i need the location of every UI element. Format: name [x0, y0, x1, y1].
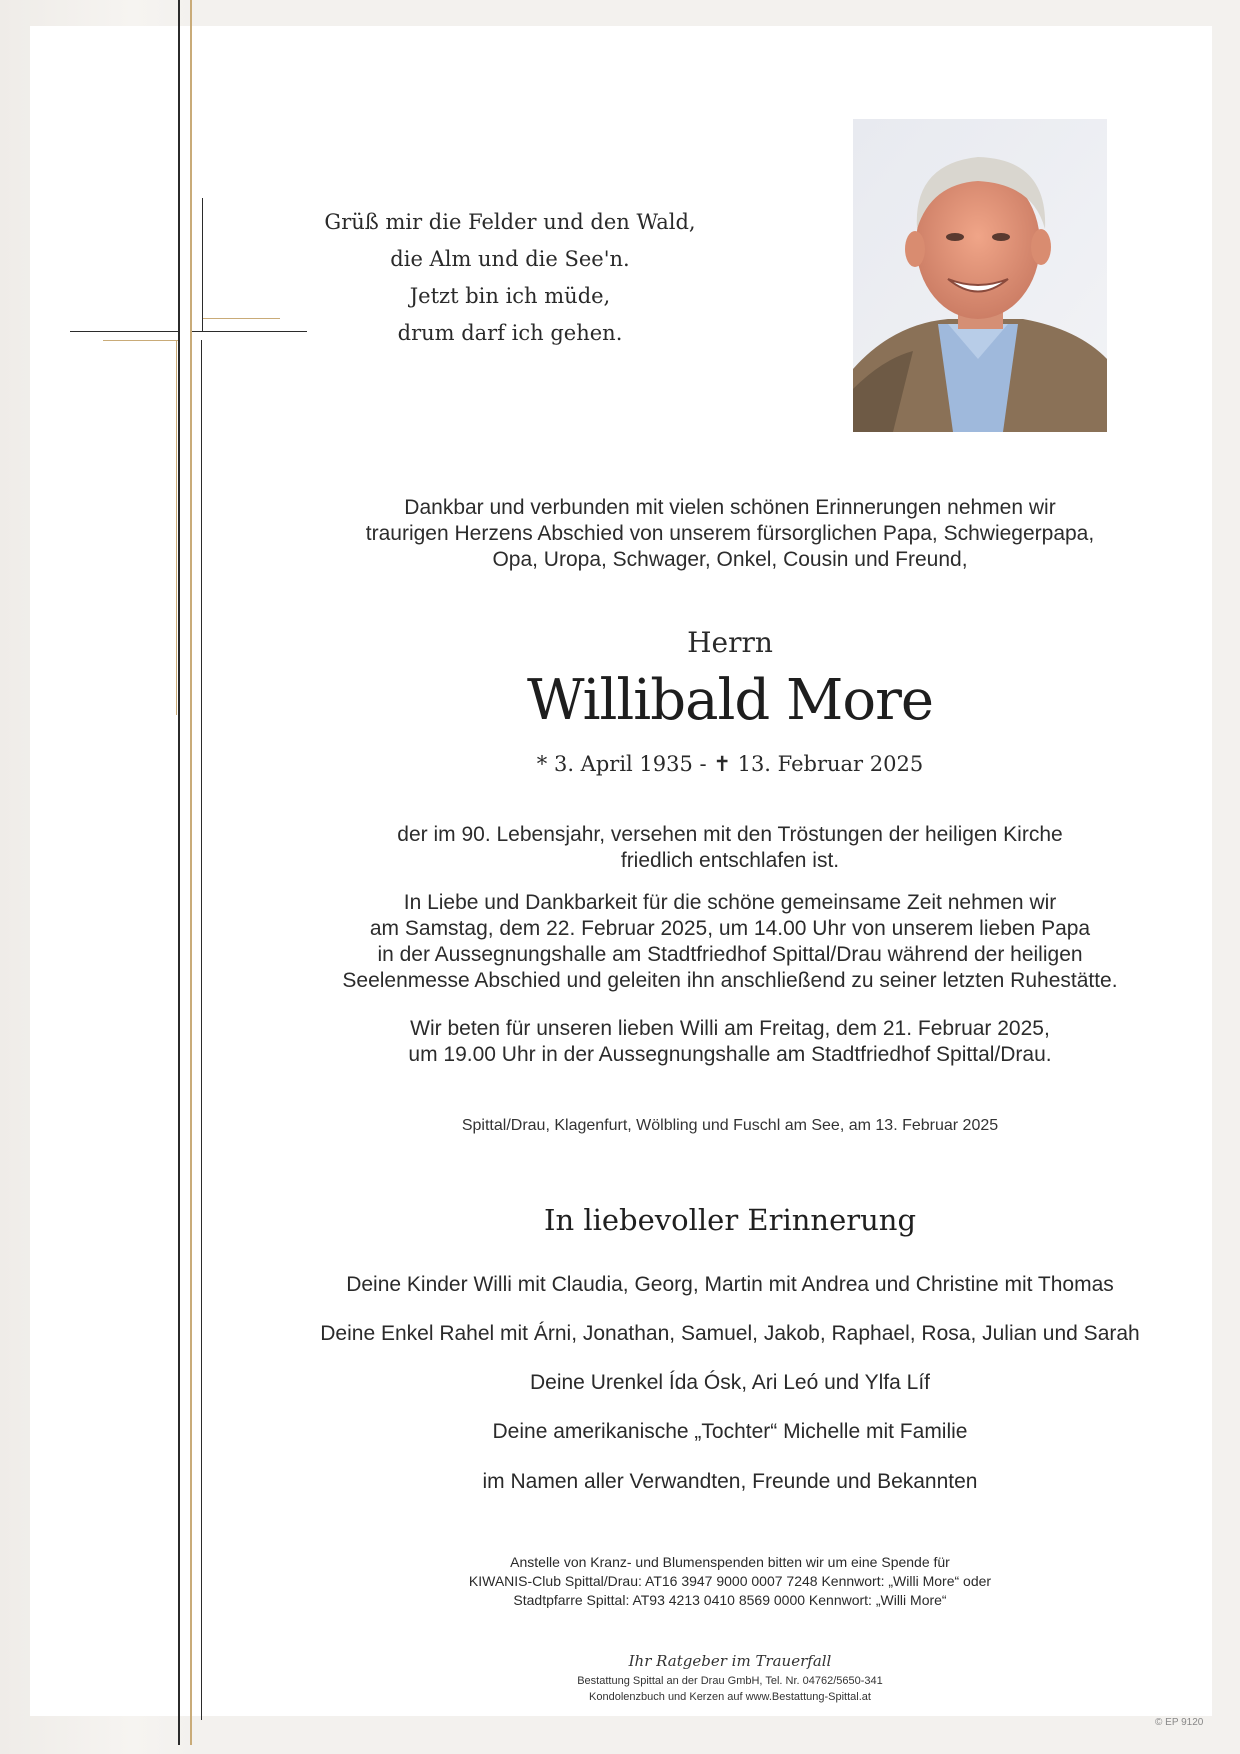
- prayer-line: um 19.00 Uhr in der Aussegnungshalle am Stadtfriedhof Spittal/Drau.: [408, 1043, 1052, 1066]
- poem: [300, 204, 720, 352]
- intro-line: Opa, Uropa, Schwager, Onkel, Cousin und Freund,: [492, 548, 968, 571]
- deceased-name: Willibald More: [527, 668, 933, 733]
- family-line: Deine Kinder Willi mit Claudia, Georg, Martin mit Andrea und Christine mit Thomas: [346, 1273, 1114, 1296]
- life-dates: * 3. April 1935 - ✝ 13. Februar 2025: [536, 752, 924, 776]
- poem-line: drum darf ich gehen.: [397, 321, 623, 345]
- funeral-line: in der Aussegnungshalle am Stadtfriedhof Spittal/Drau während der heiligen: [377, 943, 1083, 966]
- intro-text: [250, 495, 1210, 573]
- family-line: Deine Urenkel Ída Ósk, Ari Leó und Ylfa Líf: [529, 1371, 930, 1394]
- intro-line: traurigen Herzens Abschied von unserem fürsorglichen Papa, Schwiegerpapa,: [365, 522, 1095, 545]
- prayer-text: [250, 1016, 1210, 1068]
- undertaker-slogan: Ihr Ratgeber im Trauerfall: [628, 1652, 832, 1670]
- memory-title: In liebevoller Erinnerung: [543, 1203, 917, 1237]
- poem-line: Jetzt bin ich müde,: [409, 284, 611, 308]
- passing-line: der im 90. Lebensjahr, versehen mit den Tröstungen der heiligen Kirche: [397, 823, 1063, 846]
- family-line: Deine amerikanische „Tochter“ Michelle mit Familie: [492, 1420, 968, 1443]
- portrait-illustration: [853, 119, 1107, 432]
- place-date: Spittal/Drau, Klagenfurt, Wölbling und Fuschl am See, am 13. Februar 2025: [461, 1117, 999, 1134]
- poem-line: die Alm und die See'n.: [390, 247, 630, 271]
- print-code: © EP 9120: [1155, 1717, 1204, 1728]
- poem-line: Grüß mir die Felder und den Wald,: [324, 210, 696, 234]
- funeral-line: am Samstag, dem 22. Februar 2025, um 14.00 Uhr von unserem lieben Papa: [369, 917, 1091, 940]
- passing-line: friedlich entschlafen ist.: [620, 849, 840, 872]
- undertaker-line: Bestattung Spittal an der Drau GmbH, Tel. Nr. 04762/5650-341: [577, 1675, 883, 1687]
- donation-line: Anstelle von Kranz- und Blumenspenden bitten wir um eine Spende für: [510, 1554, 950, 1570]
- intro-line: Dankbar und verbunden mit vielen schönen Erinnerungen nehmen wir: [404, 496, 1056, 519]
- donation-notice: [250, 1553, 1210, 1610]
- funeral-text: [250, 890, 1210, 994]
- undertaker-line: Kondolenzbuch und Kerzen auf www.Bestattung-Spittal.at: [589, 1691, 871, 1703]
- donation-line: Stadtpfarre Spittal: AT93 4213 0410 8569 0000 Kennwort: „Willi More“: [513, 1592, 947, 1608]
- undertaker-info: [250, 1673, 1210, 1705]
- prayer-line: Wir beten für unseren lieben Willi am Freitag, dem 21. Februar 2025,: [410, 1017, 1050, 1040]
- family-line: Deine Enkel Rahel mit Árni, Jonathan, Samuel, Jakob, Raphael, Rosa, Julian und Sarah: [320, 1322, 1140, 1345]
- salutation: Herrn: [687, 626, 773, 659]
- funeral-line: In Liebe und Dankbarkeit für die schöne gemeinsame Zeit nehmen wir: [403, 891, 1057, 914]
- funeral-line: Seelenmesse Abschied und geleiten ihn anschließend zu seiner letzten Ruhestätte.: [342, 969, 1118, 992]
- donation-line: KIWANIS-Club Spittal/Drau: AT16 3947 9000 0007 7248 Kennwort: „Willi More“ oder: [468, 1573, 992, 1589]
- passing-text: [250, 822, 1210, 874]
- portrait-photo: [853, 119, 1107, 432]
- family-line: im Namen aller Verwandten, Freunde und Bekannten: [482, 1470, 978, 1493]
